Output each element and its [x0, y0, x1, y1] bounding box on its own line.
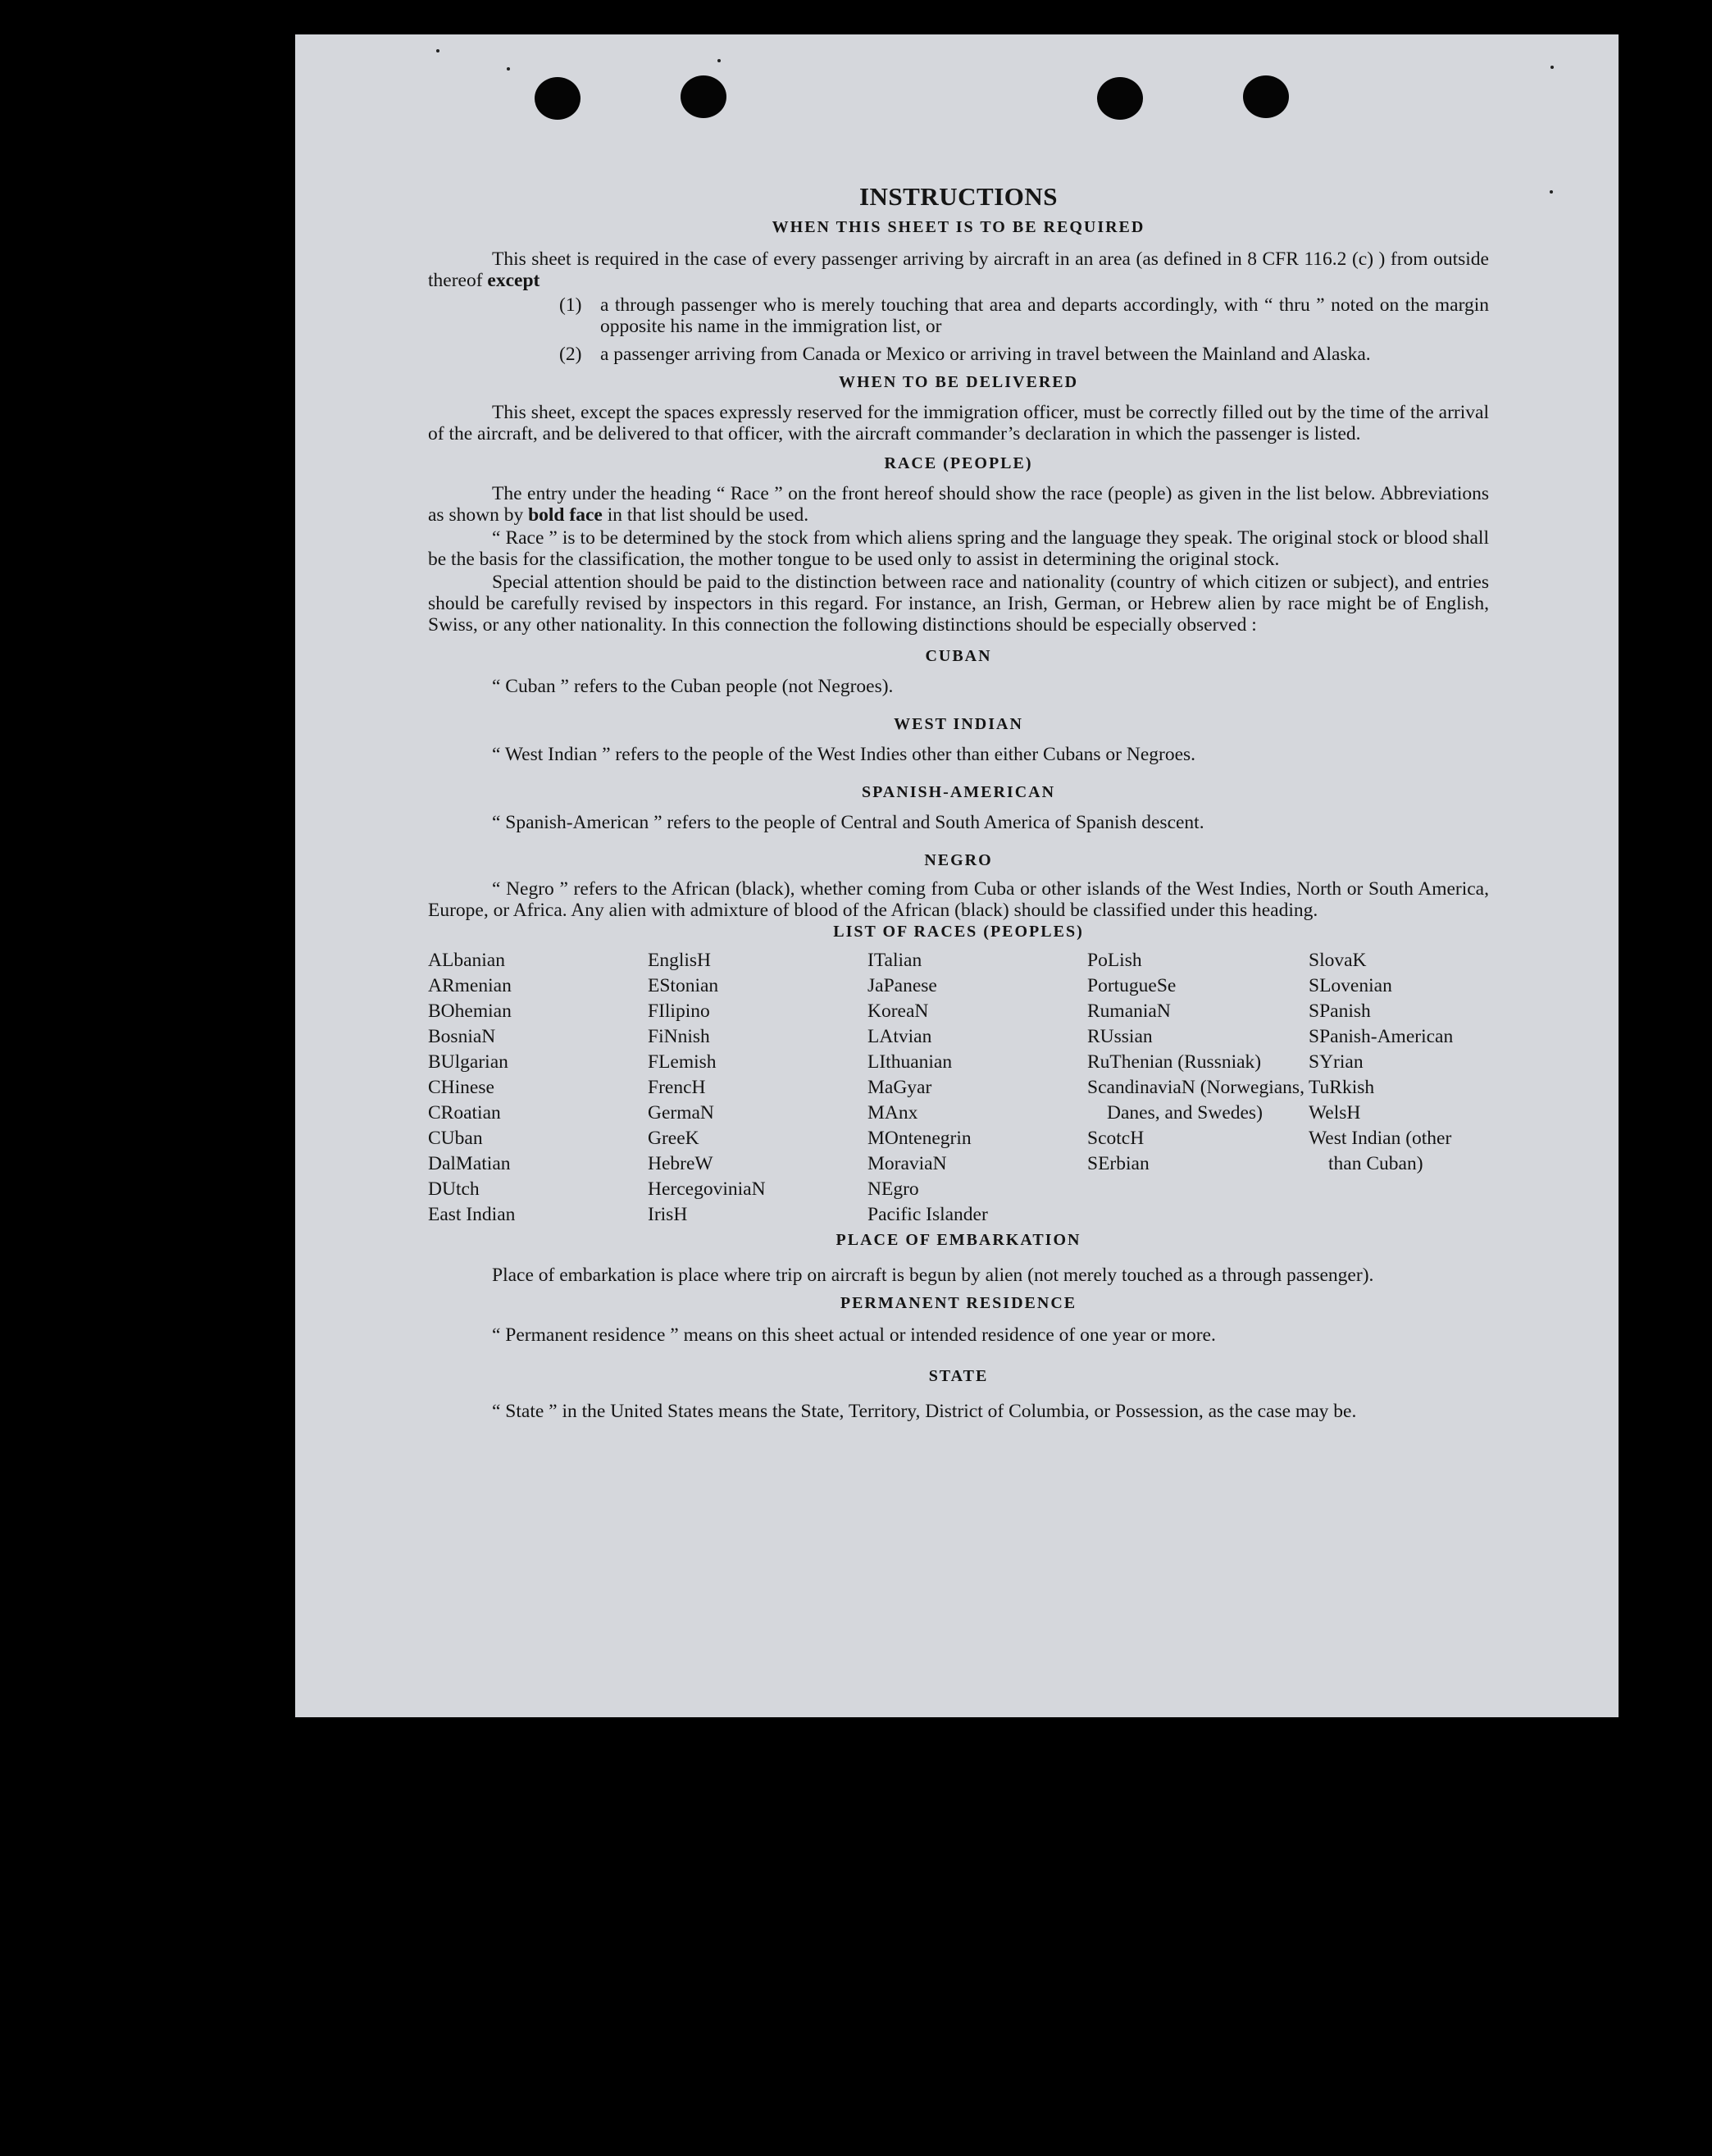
race-item: RuThenian (Russniak) — [1087, 1051, 1262, 1073]
race-item: SLovenian — [1309, 975, 1392, 996]
page-title: INSTRUCTIONS — [858, 182, 1058, 211]
section-heading-state: STATE — [928, 1367, 989, 1385]
state-text: “ State ” in the United States means the State, Territory, District of Columbia, or Possession, as the case may be. — [492, 1401, 1357, 1422]
race-item: JaPanese — [867, 975, 937, 996]
race-item: MOntenegrin — [867, 1128, 972, 1149]
section-heading-list-of-races: LIST OF RACES (PEOPLES) — [833, 923, 1084, 941]
races-column-2 — [648, 948, 867, 1228]
section-heading-race: RACE (PEOPLE) — [884, 454, 1033, 472]
required-intro-except: except — [487, 270, 540, 291]
section-heading-delivered: WHEN TO BE DELIVERED — [838, 373, 1079, 391]
races-list — [428, 948, 1489, 1228]
scan-speck — [1550, 190, 1553, 194]
embarkation-text: Place of embarkation is place where trip on aircraft is begun by alien (not merely touched as a through passenger). — [492, 1265, 1374, 1286]
race-item: CRoatian — [428, 1102, 501, 1124]
scan-speck — [1550, 66, 1554, 69]
race-item: SErbian — [1087, 1153, 1150, 1174]
race-item: CHinese — [428, 1077, 494, 1098]
race-item: PoLish — [1087, 950, 1142, 971]
race-item: TuRkish — [1309, 1077, 1375, 1098]
race-item: ScandinaviaN (Norwegians, Danes, and Swedes) — [1087, 1077, 1304, 1124]
race-paragraph-3: Special attention should be paid to the distinction between race and nationality (country of which citizen or subject), and entries should be carefully revised by inspectors in this regard. For instance, an Irish, German, or Hebrew alien by race might be of English, Swiss, or any other nationality. In this connection the following distinctions should be especially observed : — [428, 572, 1489, 636]
races-column-4 — [1087, 948, 1309, 1228]
required-item-2 — [559, 344, 1489, 365]
scan-background — [0, 1717, 1712, 2156]
west-indian-text: “ West Indian ” refers to the people of the West Indies other than either Cubans or Negroes. — [492, 744, 1196, 765]
race-item: EnglisH — [648, 950, 712, 971]
residence-text: “ Permanent residence ” means on this sheet actual or intended residence of one year or more. — [492, 1324, 1216, 1346]
race-item: HebreW — [648, 1153, 713, 1174]
race-item: BosniaN — [428, 1026, 496, 1047]
instructions-content — [428, 141, 1489, 1425]
item-number: (2) — [559, 344, 582, 365]
race-item: East Indian — [428, 1204, 516, 1225]
race-p1-text-end: in that list should be used. — [607, 504, 809, 526]
spanish-american-text: “ Spanish-American ” refers to the people of Central and South America of Spanish descent. — [492, 812, 1204, 833]
race-item: West Indian (other than Cuban) — [1309, 1128, 1452, 1174]
punch-hole — [1097, 77, 1143, 120]
race-item: GreeK — [648, 1128, 699, 1149]
race-item: MaGyar — [867, 1077, 932, 1098]
race-item: ScotcH — [1087, 1128, 1145, 1149]
race-item: KoreaN — [867, 1001, 929, 1022]
race-item: ITalian — [867, 950, 922, 971]
race-item: MAnx — [867, 1102, 918, 1124]
item-number: (1) — [559, 294, 582, 316]
race-p1-bold: bold face — [528, 504, 603, 526]
section-heading-west-indian: WEST INDIAN — [894, 715, 1023, 733]
race-item: FIlipino — [648, 1001, 710, 1022]
race-item: SPanish — [1309, 1001, 1371, 1022]
race-item: BUlgarian — [428, 1051, 508, 1073]
race-item: ARmenian — [428, 975, 512, 996]
negro-text: “ Negro ” refers to the African (black), whether coming from Cuba or other islands of the West Indies, North or South America, Europe, or Africa. Any alien with admixture of blood of the African (black) should be classified under this heading. — [428, 878, 1489, 921]
race-item: Pacific Islander — [867, 1204, 988, 1225]
required-intro — [428, 248, 1489, 291]
cuban-text: “ Cuban ” refers to the Cuban people (not Negroes). — [492, 676, 894, 697]
race-p1-text: The entry under the heading “ Race ” on the front hereof should show the race (people) as given in the list below. Abbreviations as shown by — [428, 483, 1489, 526]
required-intro-text: This sheet is required in the case of every passenger arriving by aircraft in an area (as defined in 8 CFR 116.2 (c) ) from outside thereof — [428, 248, 1489, 291]
race-item: LAtvian — [867, 1026, 932, 1047]
punch-hole — [681, 75, 726, 118]
race-item: EStonian — [648, 975, 719, 996]
section-heading-residence: PERMANENT RESIDENCE — [840, 1294, 1077, 1312]
race-item: SPanish-American — [1309, 1026, 1454, 1047]
race-item: DalMatian — [428, 1153, 511, 1174]
section-heading-embarkation: PLACE OF EMBARKATION — [836, 1231, 1081, 1249]
race-paragraph-1 — [428, 483, 1489, 526]
race-item: PortugueSe — [1087, 975, 1177, 996]
race-item: IrisH — [648, 1204, 688, 1225]
punch-hole — [535, 77, 581, 120]
item-text: a passenger arriving from Canada or Mexico or arriving in travel between the Mainland and Alaska. — [600, 344, 1371, 365]
section-heading-cuban: CUBAN — [925, 647, 992, 665]
scan-speck — [436, 49, 439, 52]
race-item: HercegoviniaN — [648, 1178, 766, 1200]
race-item: FrencH — [648, 1077, 706, 1098]
race-item: RUssian — [1087, 1026, 1153, 1047]
section-heading-negro: NEGRO — [924, 851, 993, 869]
item-text: a through passenger who is merely touching that area and departs accordingly, with “ thru ” noted on the margin opposite his name in the immigration list, or — [600, 294, 1489, 337]
race-item: FLemish — [648, 1051, 717, 1073]
race-item: ALbanian — [428, 950, 505, 971]
punch-hole — [1243, 75, 1289, 118]
race-item: NEgro — [867, 1178, 919, 1200]
race-item: LIthuanian — [867, 1051, 953, 1073]
races-column-1 — [428, 948, 648, 1228]
races-column-3 — [867, 948, 1087, 1228]
section-heading-spanish-american: SPANISH-AMERICAN — [861, 783, 1056, 801]
race-item: FiNnish — [648, 1026, 710, 1047]
race-item: BOhemian — [428, 1001, 512, 1022]
race-item: SYrian — [1309, 1051, 1364, 1073]
scan-speck — [717, 59, 721, 62]
race-item: RumaniaN — [1087, 1001, 1171, 1022]
race-item: MoraviaN — [867, 1153, 947, 1174]
race-item: GermaN — [648, 1102, 714, 1124]
delivered-text: This sheet, except the spaces expressly reserved for the immigration officer, must be correctly filled out by the time of the arrival of the aircraft, and be delivered to that officer, with the aircraft commander’s declaration in which the passenger is listed. — [428, 402, 1489, 444]
race-item: DUtch — [428, 1178, 480, 1200]
races-column-5 — [1309, 948, 1489, 1228]
section-heading-required: WHEN THIS SHEET IS TO BE REQUIRED — [772, 218, 1145, 236]
race-item: WelsH — [1309, 1102, 1361, 1124]
document-sheet — [295, 34, 1619, 1717]
race-paragraph-2: “ Race ” is to be determined by the stock from which aliens spring and the language they speak. The original stock or blood shall be the basis for the classification, the mother tongue to be used only to assist in determining the original stock. — [428, 527, 1489, 570]
required-item-1 — [559, 294, 1489, 337]
scan-speck — [507, 67, 510, 71]
race-item: SlovaK — [1309, 950, 1367, 971]
race-item: CUban — [428, 1128, 483, 1149]
